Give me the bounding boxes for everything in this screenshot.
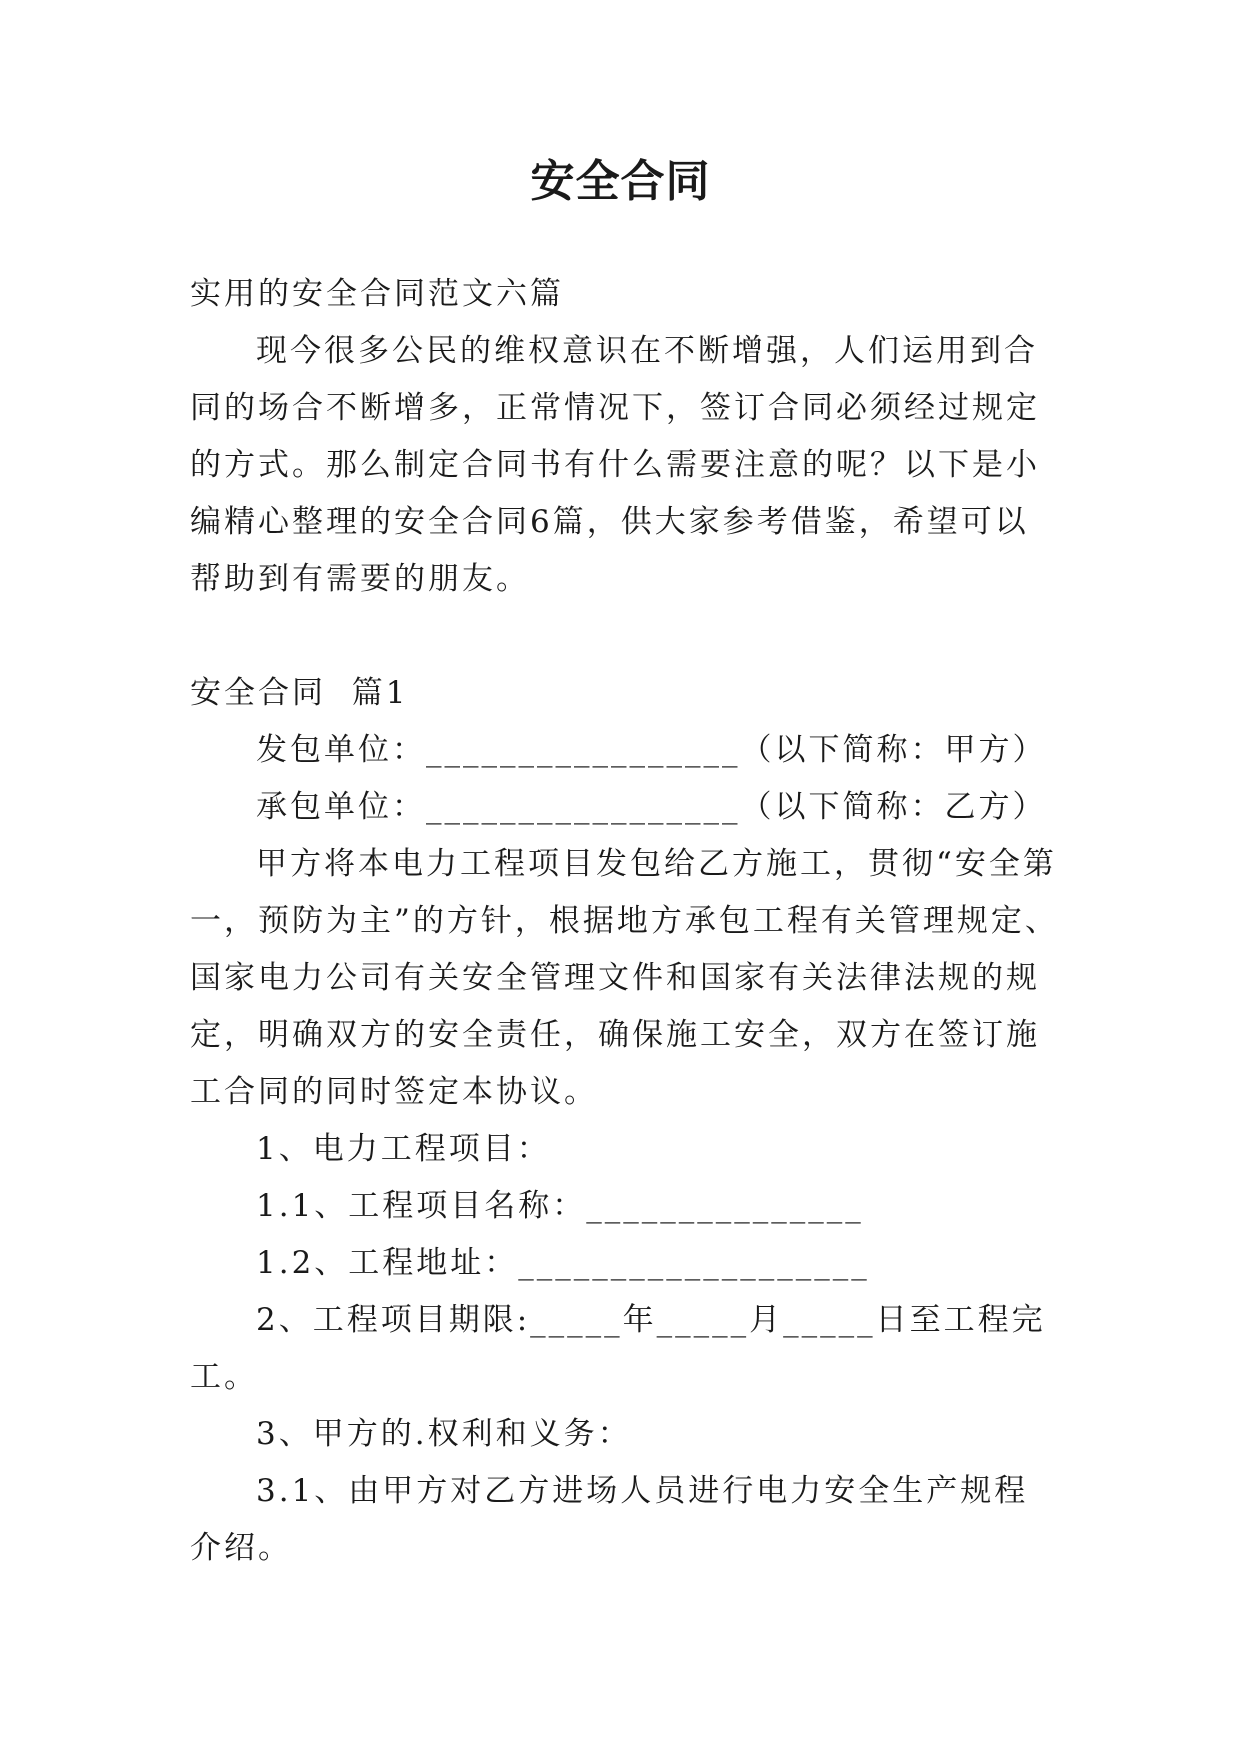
clause-1-2: 1.2、工程地址：___________________ bbox=[256, 1245, 870, 1281]
clause-1-1: 1.1、工程项目名称：_______________ bbox=[256, 1188, 864, 1224]
clause-3-1: 3.1、由甲方对乙方进场人员进行电力安全生产规程介绍。 bbox=[190, 1473, 1029, 1566]
document-title: 安全合同 bbox=[530, 156, 711, 207]
contract-paragraph-purpose: 甲方将本电力工程项目发包给乙方施工，贯彻“安全第一，预防为主”的方针，根据地方承包工程有关管理规定、国家电力公司有关安全管理文件和国家有关法律法规的规定，明确双方的安全责任，确保施工安全，双方在签订施工合同的同时签定本协议。 bbox=[190, 846, 1059, 1110]
clause-3: 3、甲方的.权利和义务： bbox=[256, 1416, 632, 1452]
intro-paragraph: 现今很多公民的维权意识在不断增强，人们运用到合同的场合不断增多，正常情况下，签订合同必须经过规定的方式。那么制定合同书有什么需要注意的呢？以下是小编精心整理的安全合同6篇，供大家参考借鉴，希望可以帮助到有需要的朋友。 bbox=[190, 333, 1040, 597]
spacer bbox=[190, 608, 1060, 665]
clause-1: 1、电力工程项目： bbox=[256, 1131, 551, 1167]
contract-line-employer: 发包单位：_________________（以下简称：甲方） bbox=[256, 732, 1047, 768]
section-heading: 安全合同 篇1 bbox=[190, 675, 409, 711]
document-body bbox=[190, 266, 1060, 1577]
clause-2: 2、工程项目期限:_____年_____月_____日至工程完工。 bbox=[190, 1302, 1046, 1395]
subtitle: 实用的安全合同范文六篇 bbox=[190, 276, 564, 312]
contract-line-contractor: 承包单位：_________________（以下简称：乙方） bbox=[256, 789, 1047, 825]
